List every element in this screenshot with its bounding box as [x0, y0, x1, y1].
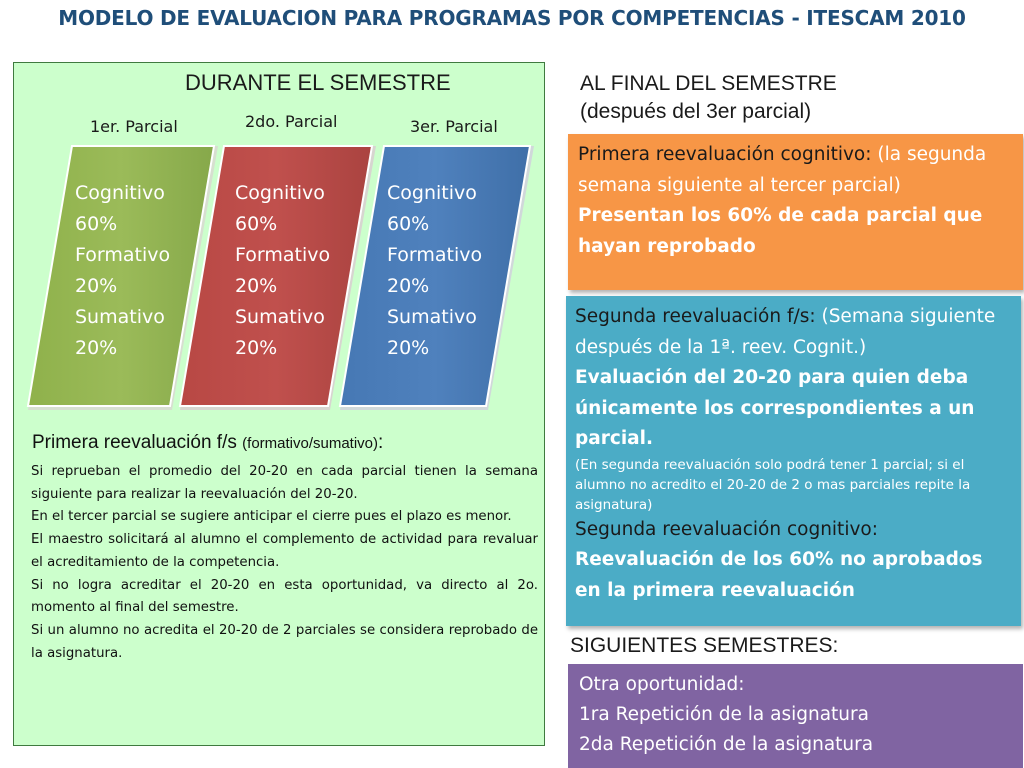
parcial-1-content: Cognitivo 60% Formativo 20% Sumativo 20% — [75, 182, 171, 359]
parcial-2-content: Cognitivo 60% Formativo 20% Sumativo 20% — [235, 182, 331, 359]
parcial-2-label: 2do. Parcial — [245, 112, 338, 131]
parcial-1-label: 1er. Parcial — [90, 117, 178, 136]
during-semester-heading: DURANTE EL SEMESTRE — [185, 70, 451, 95]
parcial-3-content: Cognitivo 60% Formativo 20% Sumativo 20% — [387, 182, 483, 359]
next-semesters-box: Otra oportunidad: 1ra Repetición de la asignatura 2da Repetición de la asignatura — [568, 664, 1023, 768]
parcial-3-label: 3er. Parcial — [410, 117, 498, 136]
next-semesters-heading: SIGUIENTES SEMESTRES: — [570, 634, 839, 657]
page-title: MODELO DE EVALUACION PARA PROGRAMAS POR COMPETENCIAS - ITESCAM 2010 — [58, 6, 966, 30]
first-cognitive-reevaluation-box: Primera reevaluación cognitivo: (la segunda semana siguiente al tercer parcial) Presentan los 60% de cada parcial que hayan reprobado — [568, 134, 1023, 290]
first-reevaluation-text: Si reprueban el promedio del 20-20 en cada parcial tienen la semana siguiente para realizar la reevaluación del 20-20. En el tercer parcial se sugiere anticipar el cierre pues el plazo es menor. El maestro solicitará al alumno el complemento de actividad para revaluar el acreditamiento de la competencia. Si no logra acreditar el 20-20 en esta oportunidad, va directo al 2o. momento al final del semestre. Si un alumno no acredita el 20-20 de 2 parciales se considera reprobado de la asignatura. — [31, 464, 538, 661]
second-reevaluation-box: Segunda reevaluación f/s: (Semana siguiente después de la 1ª. reev. Cognit.) Evaluación del 20-20 para quien deba únicamente los correspondientes a un parcial. (En segunda reevaluación solo podrá tener 1 parcial; si el alumno no acredito el 20-20 de 2 o mas parciales repite la asignatura) Segunda reevaluación cognitivo: Reevaluación de los 60% no aprobados en la primera reevaluación — [566, 296, 1021, 626]
end-of-semester-heading: AL FINAL DEL SEMESTRE (después del 3er parcial) — [580, 72, 837, 123]
first-reevaluation-heading: Primera reevaluación f/s (formativo/sumativo): — [32, 432, 384, 453]
